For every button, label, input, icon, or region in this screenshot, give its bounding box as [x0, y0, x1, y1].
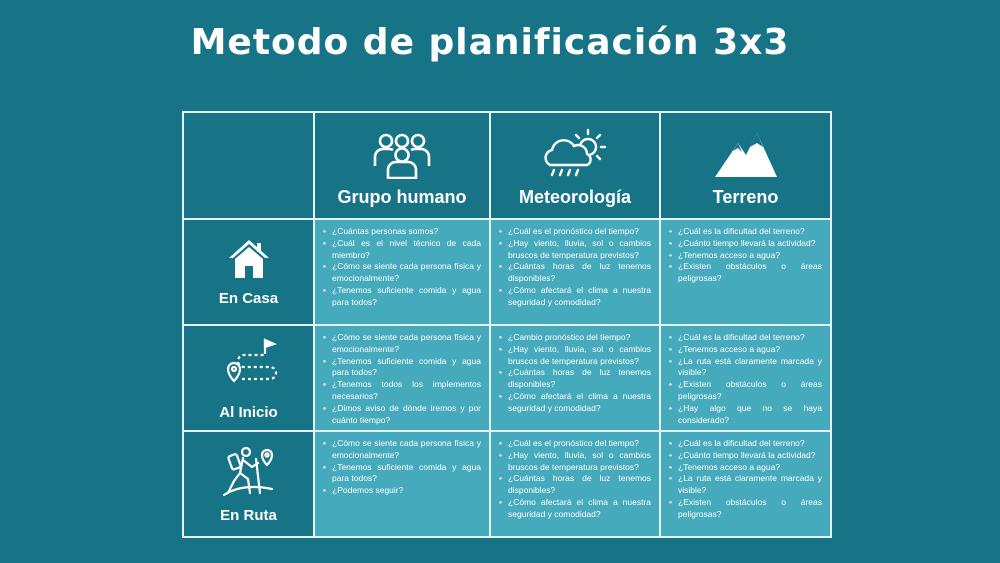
- row-al-inicio: [183, 325, 831, 431]
- header-row: [183, 112, 831, 219]
- row-header-label: En Casa: [218, 289, 279, 307]
- route-start-flag-icon: [218, 336, 280, 394]
- row-header-en-ruta: [183, 431, 314, 537]
- cell-al-inicio-meteorologia: [490, 325, 660, 431]
- cell-en-casa-meteorologia: [490, 219, 660, 325]
- hiker-icon: [222, 445, 276, 497]
- question-item: • ¿Cuál es la dificultad del terreno?: [669, 438, 822, 450]
- planning-matrix: [182, 111, 832, 538]
- question-item: • ¿Tenemos todos los implementos necesarios?: [323, 379, 481, 403]
- question-item: • ¿Cuántas horas de luz tenemos disponibles?: [499, 261, 651, 285]
- question-item: • ¿Cómo se siente cada persona física y emocionalmente?: [323, 438, 481, 462]
- column-header-label: Meteorología: [518, 187, 631, 207]
- question-item: • ¿Cuál es la dificultad del terreno?: [669, 332, 822, 344]
- cell-en-ruta-meteorologia: [490, 431, 660, 537]
- row-header-en-casa: [183, 219, 314, 325]
- question-item: • ¿Existen obstáculos o áreas peligrosas?: [669, 379, 822, 403]
- question-item: • ¿Cuál es el nivel técnico de cada miembro?: [323, 238, 481, 262]
- question-item: • ¿Tenemos suficiente comida y agua para todos?: [323, 285, 481, 309]
- corner-cell: [183, 112, 314, 219]
- question-item: • ¿Cuánto tiempo llevará la actividad?: [669, 450, 822, 462]
- question-item: • ¿Cuánto tiempo llevará la actividad?: [669, 238, 822, 250]
- page-title: Metodo de planificación 3x3: [190, 22, 790, 63]
- cell-en-casa-grupo-humano: [314, 219, 490, 325]
- column-header-label: Terreno: [712, 187, 779, 207]
- column-header-label: Grupo humano: [337, 187, 467, 207]
- question-item: • ¿La ruta está claramente marcada y visible?: [669, 473, 822, 497]
- question-item: • ¿Existen obstáculos o áreas peligrosas?: [669, 497, 822, 521]
- row-en-casa: [183, 219, 831, 325]
- question-item: • ¿Tenemos acceso a agua?: [669, 462, 822, 474]
- row-header-al-inicio: [183, 325, 314, 431]
- question-item: • ¿Hay algo que no se haya considerado?: [669, 403, 822, 427]
- question-item: • ¿Hay viento, lluvia, sol o cambios bruscos de temperatura previstos?: [499, 238, 651, 262]
- cell-al-inicio-grupo-humano: [314, 325, 490, 431]
- cell-en-casa-terreno: [660, 219, 831, 325]
- row-header-label: En Ruta: [220, 506, 277, 524]
- question-item: • ¿Cuál es la dificultad del terreno?: [669, 226, 822, 238]
- row-en-ruta: [183, 431, 831, 537]
- question-item: • ¿Cómo afectará el clima a nuestra seguridad y comodidad?: [499, 285, 651, 309]
- question-item: • ¿La ruta está claramente marcada y visible?: [669, 356, 822, 380]
- question-item: • ¿Cuántas horas de luz tenemos disponibles?: [499, 473, 651, 497]
- group-people-icon: [371, 133, 433, 179]
- column-header-grupo-humano: [314, 112, 490, 219]
- question-item: • ¿Tenemos acceso a agua?: [669, 344, 822, 356]
- question-item: • ¿Dimos aviso de dónde iremos y por cuánto tiempo?: [323, 403, 481, 427]
- question-item: • ¿Cómo se siente cada persona física y emocionalmente?: [323, 332, 481, 356]
- house-icon: [227, 238, 271, 280]
- question-item: • ¿Cómo se siente cada persona física y emocionalmente?: [323, 261, 481, 285]
- question-item: • ¿Cuál es el pronóstico del tiempo?: [499, 438, 651, 450]
- question-item: • ¿Tenemos acceso a agua?: [669, 250, 822, 262]
- mountain-icon: [713, 129, 779, 179]
- question-item: • ¿Cuál es el pronóstico del tiempo?: [499, 226, 651, 238]
- row-header-label: Al Inicio: [219, 403, 278, 421]
- cell-al-inicio-terreno: [660, 325, 831, 431]
- question-item: • ¿Tenemos suficiente comida y agua para todos?: [323, 462, 481, 486]
- cell-en-ruta-terreno: [660, 431, 831, 537]
- question-item: • ¿Cuántas horas de luz tenemos disponibles?: [499, 367, 651, 391]
- question-item: • ¿Cómo afectará el clima a nuestra seguridad y comodidad?: [499, 391, 651, 415]
- question-item: • ¿Tenemos suficiente comida y agua para todos?: [323, 356, 481, 380]
- cell-en-ruta-grupo-humano: [314, 431, 490, 537]
- question-item: • ¿Cambio pronóstico del tiempo?: [499, 332, 651, 344]
- column-header-meteorologia: [490, 112, 660, 219]
- question-item: • ¿Cómo afectará el clima a nuestra seguridad y comodidad?: [499, 497, 651, 521]
- question-item: • ¿Existen obstáculos o áreas peligrosas?: [669, 261, 822, 285]
- column-header-terreno: [660, 112, 831, 219]
- weather-cloud-sun-rain-icon: [538, 127, 612, 179]
- question-item: • ¿Cuántas personas somos?: [323, 226, 481, 238]
- question-item: • ¿Hay viento, lluvia, sol o cambios bruscos de temperatura previstos?: [499, 344, 651, 368]
- question-item: • ¿Hay viento, lluvia, sol o cambios bruscos de temperatura previstos?: [499, 450, 651, 474]
- question-item: • ¿Podemos seguir?: [323, 485, 481, 497]
